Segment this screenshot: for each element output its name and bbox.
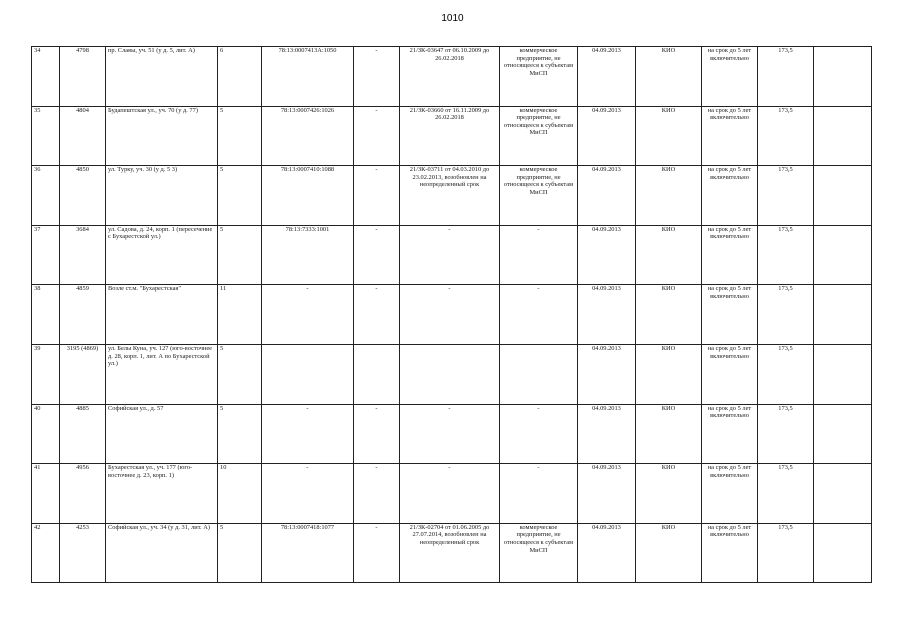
- registry-rows: [32, 47, 872, 583]
- cell-row-number: 34: [32, 47, 60, 107]
- cell-contract: -: [400, 225, 500, 285]
- table-row: [32, 106, 872, 166]
- table-row: [32, 166, 872, 226]
- cell-date: 04.09.2013: [578, 404, 636, 464]
- cell-organization: КИО: [636, 225, 702, 285]
- cell-address: ул. Белы Куна, уч. 127 (юго-восточнее д. 28, корп. 1, лит. А по Бухарестской ул.): [106, 344, 218, 404]
- cell-date: 04.09.2013: [578, 166, 636, 226]
- cell-area: 5: [218, 344, 262, 404]
- cell-cadastral-number: -: [262, 464, 354, 524]
- cell-term: на срок до 5 лет включительно: [702, 166, 758, 226]
- cell-tenant-category: коммерческое предприятие, не относящееся к субъектам МиСП: [500, 166, 578, 226]
- cell-area: 5: [218, 404, 262, 464]
- cell-term: на срок до 5 лет включительно: [702, 523, 758, 583]
- cell-rate: 173,5: [758, 285, 814, 345]
- cell-organization: КИО: [636, 464, 702, 524]
- cell-contract: 21/ЗК-03647 от 06.10.2009 до 26.02.2018: [400, 47, 500, 107]
- cell-date: 04.09.2013: [578, 523, 636, 583]
- cell-object-code: 4798: [60, 47, 106, 107]
- cell-object-code: 4956: [60, 464, 106, 524]
- cell-area: 5: [218, 166, 262, 226]
- cell-term: на срок до 5 лет включительно: [702, 225, 758, 285]
- cell-object-code: 3684: [60, 225, 106, 285]
- cell-col6-value: -: [354, 464, 400, 524]
- cell-organization: КИО: [636, 285, 702, 345]
- cell-date: 04.09.2013: [578, 225, 636, 285]
- cell-cadastral-number: 78:13:0007426:1026: [262, 106, 354, 166]
- cell-contract: 21/ЗК-02704 от 01.06.2005 до 27.07.2014, возобновлен на неопределенный срок: [400, 523, 500, 583]
- cell-row-number: 41: [32, 464, 60, 524]
- cell-tenant-category: коммерческое предприятие, не относящееся к субъектам МиСП: [500, 47, 578, 107]
- cell-address: Будапештская ул., уч. 70 (у д. 77): [106, 106, 218, 166]
- cell-tenant-category: коммерческое предприятие, не относящееся к субъектам МиСП: [500, 523, 578, 583]
- cell-contract: 21/ЗК-03711 от 04.03.2010 до 23.02.2013, возобновлен на неопределенный срок: [400, 166, 500, 226]
- cell-row-number: 42: [32, 523, 60, 583]
- cell-cadastral-number: [262, 344, 354, 404]
- page-number: 1010: [441, 13, 464, 24]
- cell-row-number: 36: [32, 166, 60, 226]
- cell-address: Софийская ул., уч. 34 (у д. 31, лит. А): [106, 523, 218, 583]
- cell-rate: 173,5: [758, 464, 814, 524]
- cell-date: 04.09.2013: [578, 285, 636, 345]
- cell-address: пр. Славы, уч. 51 (у д. 5, лит. А): [106, 47, 218, 107]
- cell-tenant-category: [500, 344, 578, 404]
- cell-row-number: 39: [32, 344, 60, 404]
- cell-cadastral-number: 78:13:0007410:1088: [262, 166, 354, 226]
- cell-term: на срок до 5 лет включительно: [702, 47, 758, 107]
- cell-term: на срок до 5 лет включительно: [702, 344, 758, 404]
- cell-term: на срок до 5 лет включительно: [702, 404, 758, 464]
- cell-date: 04.09.2013: [578, 344, 636, 404]
- cell-tenant-category: -: [500, 464, 578, 524]
- cell-contract: [400, 344, 500, 404]
- cell-organization: КИО: [636, 166, 702, 226]
- cell-term: на срок до 5 лет включительно: [702, 106, 758, 166]
- cell-row-number: 40: [32, 404, 60, 464]
- cell-empty: [814, 106, 872, 166]
- cell-address: ул. Садова, д. 24, корп. 1 (пересечение с Бухарестской ул.): [106, 225, 218, 285]
- cell-term: на срок до 5 лет включительно: [702, 464, 758, 524]
- cell-rate: 173,5: [758, 106, 814, 166]
- cell-organization: КИО: [636, 47, 702, 107]
- cell-contract: 21/ЗК-03660 от 16.11.2009 до 26.02.2018: [400, 106, 500, 166]
- table-row: [32, 404, 872, 464]
- cell-area: 5: [218, 225, 262, 285]
- cell-row-number: 35: [32, 106, 60, 166]
- cell-rate: 173,5: [758, 225, 814, 285]
- cell-object-code: 4804: [60, 106, 106, 166]
- cell-empty: [814, 344, 872, 404]
- cell-object-code: 4253: [60, 523, 106, 583]
- table-row: [32, 285, 872, 345]
- table-row: [32, 47, 872, 107]
- cell-col6-value: [354, 344, 400, 404]
- cell-rate: 173,5: [758, 523, 814, 583]
- cell-row-number: 37: [32, 225, 60, 285]
- cell-contract: -: [400, 464, 500, 524]
- cell-organization: КИО: [636, 106, 702, 166]
- cell-area: 10: [218, 464, 262, 524]
- cell-col6-value: -: [354, 404, 400, 464]
- cell-rate: 173,5: [758, 166, 814, 226]
- cell-col6-value: -: [354, 523, 400, 583]
- cell-empty: [814, 464, 872, 524]
- cell-area: 5: [218, 523, 262, 583]
- registry-table: [31, 46, 872, 583]
- cell-col6-value: -: [354, 47, 400, 107]
- cell-address: Софийская ул., д. 57: [106, 404, 218, 464]
- cell-area: 6: [218, 47, 262, 107]
- cell-date: 04.09.2013: [578, 47, 636, 107]
- cell-col6-value: -: [354, 166, 400, 226]
- cell-cadastral-number: 78:13:0007413А:1050: [262, 47, 354, 107]
- cell-col6-value: -: [354, 106, 400, 166]
- cell-date: 04.09.2013: [578, 106, 636, 166]
- cell-organization: КИО: [636, 523, 702, 583]
- table-row: [32, 225, 872, 285]
- cell-cadastral-number: 78:13:0007418:1077: [262, 523, 354, 583]
- cell-empty: [814, 166, 872, 226]
- cell-address: Бухарестская ул., уч. 177 (юго-восточнее д. 23, корп. 1): [106, 464, 218, 524]
- table-row: [32, 344, 872, 404]
- cell-empty: [814, 404, 872, 464]
- cell-row-number: 38: [32, 285, 60, 345]
- cell-term: на срок до 5 лет включительно: [702, 285, 758, 345]
- cell-contract: -: [400, 404, 500, 464]
- cell-tenant-category: -: [500, 285, 578, 345]
- cell-tenant-category: коммерческое предприятие, не относящееся к субъектам МиСП: [500, 106, 578, 166]
- table-row: [32, 464, 872, 524]
- cell-organization: КИО: [636, 404, 702, 464]
- cell-cadastral-number: -: [262, 404, 354, 464]
- cell-area: 11: [218, 285, 262, 345]
- cell-rate: 173,5: [758, 404, 814, 464]
- cell-cadastral-number: 78:13:7333:1001: [262, 225, 354, 285]
- cell-contract: -: [400, 285, 500, 345]
- cell-object-code: 3195 (4869): [60, 344, 106, 404]
- cell-area: 5: [218, 106, 262, 166]
- cell-col6-value: -: [354, 225, 400, 285]
- cell-date: 04.09.2013: [578, 464, 636, 524]
- cell-object-code: 4850: [60, 166, 106, 226]
- cell-rate: 173,5: [758, 344, 814, 404]
- cell-organization: КИО: [636, 344, 702, 404]
- cell-rate: 173,5: [758, 47, 814, 107]
- cell-empty: [814, 225, 872, 285]
- cell-empty: [814, 285, 872, 345]
- cell-address: ул. Турку, уч. 30 (у д. 5 3): [106, 166, 218, 226]
- cell-cadastral-number: -: [262, 285, 354, 345]
- cell-tenant-category: -: [500, 225, 578, 285]
- cell-address: Возле ст.м. "Бухарестская": [106, 285, 218, 345]
- cell-empty: [814, 47, 872, 107]
- cell-tenant-category: -: [500, 404, 578, 464]
- cell-object-code: 4859: [60, 285, 106, 345]
- cell-col6-value: -: [354, 285, 400, 345]
- cell-empty: [814, 523, 872, 583]
- cell-object-code: 4885: [60, 404, 106, 464]
- table-row: [32, 523, 872, 583]
